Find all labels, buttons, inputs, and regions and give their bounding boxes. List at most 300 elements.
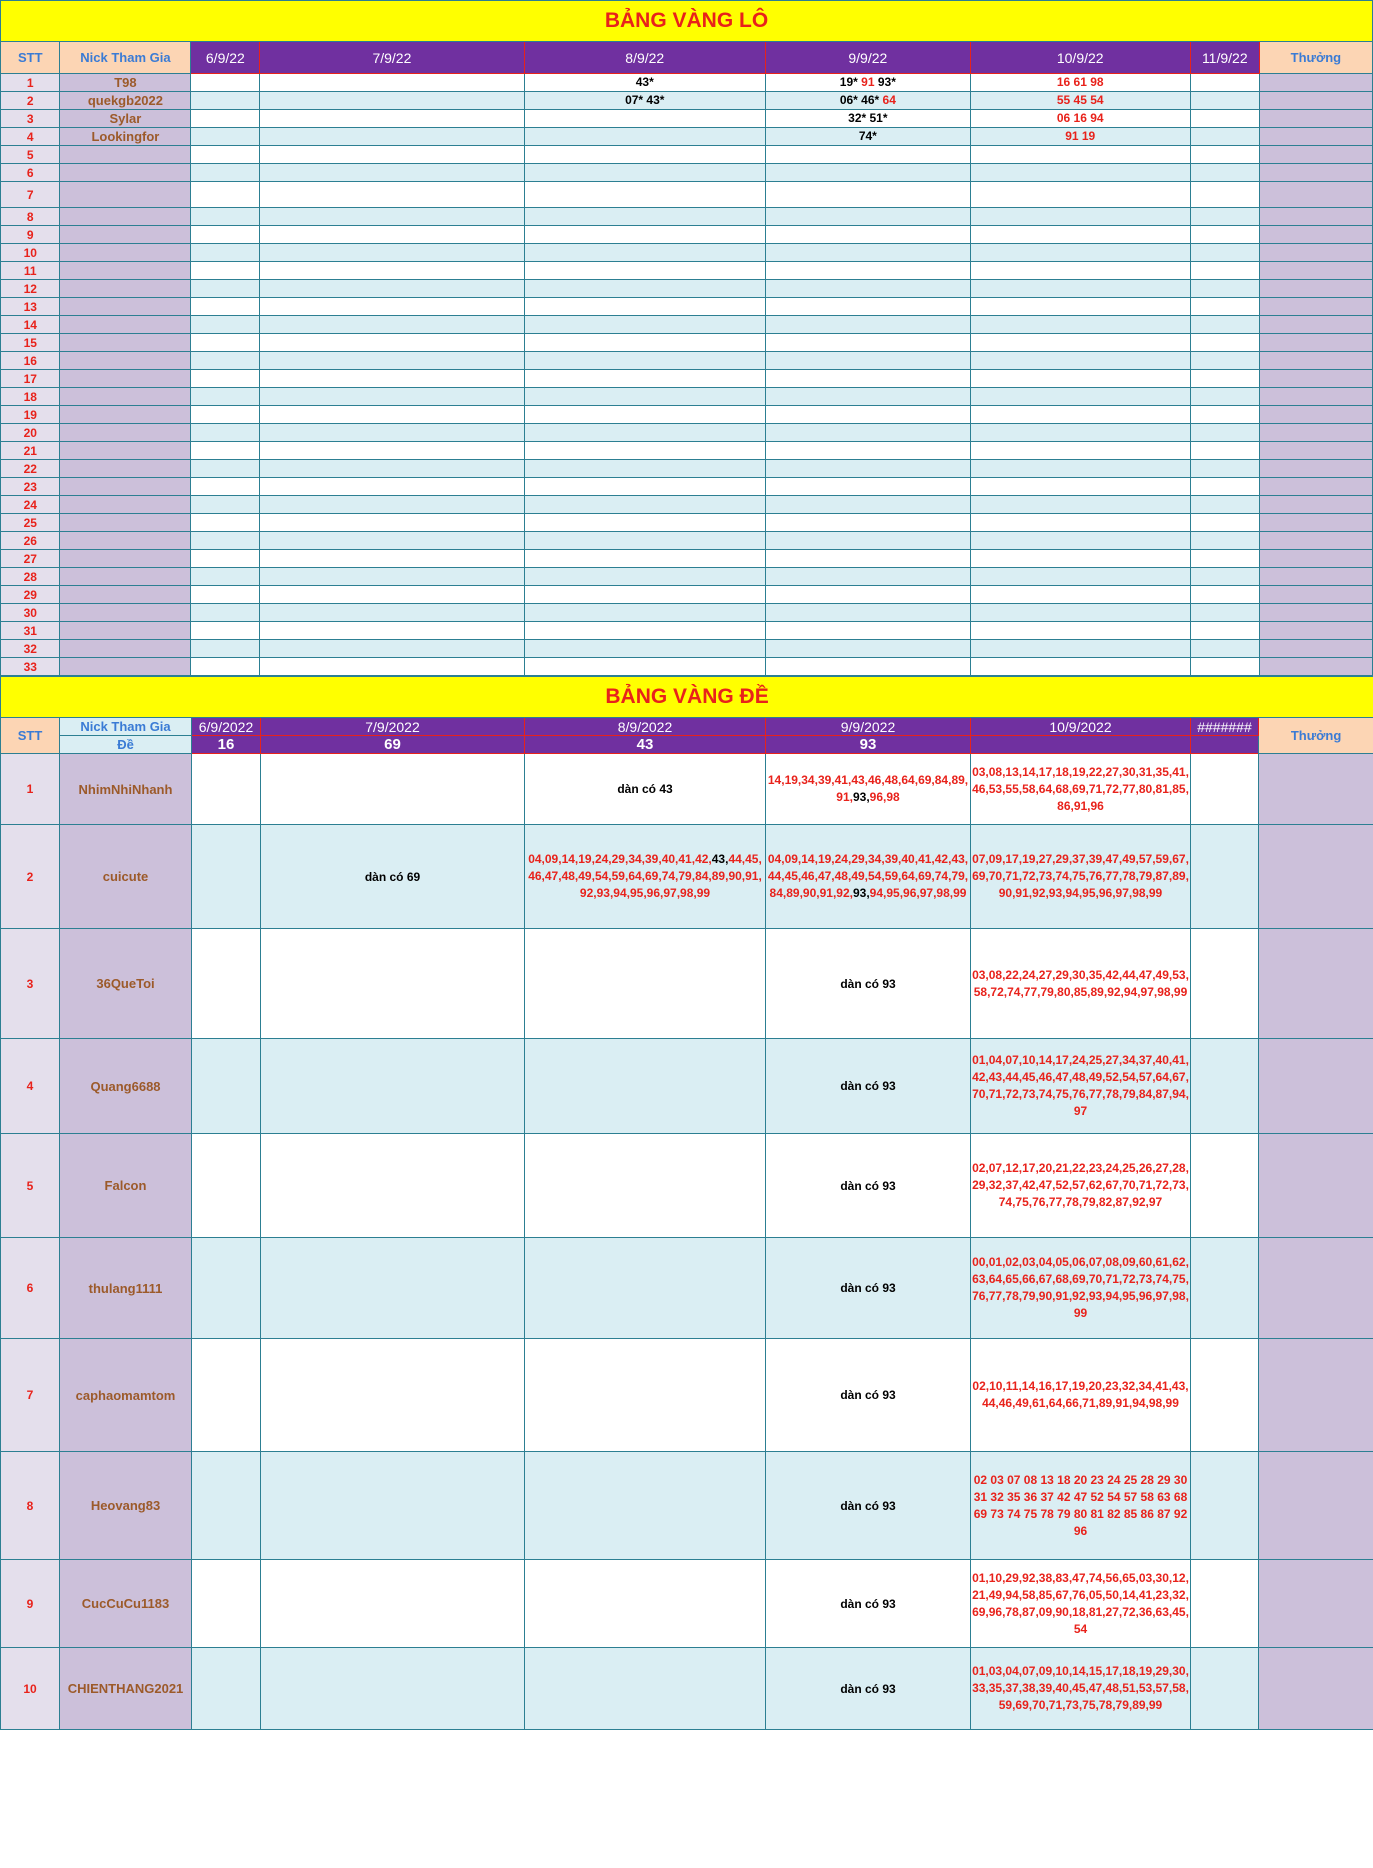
lo-cell <box>1190 586 1259 604</box>
de-cell <box>192 1238 261 1339</box>
lo-cell <box>260 262 524 280</box>
lo-cell <box>970 370 1190 388</box>
lo-cell <box>970 658 1190 676</box>
number: 39, <box>817 773 835 787</box>
de-cell <box>1191 825 1259 929</box>
lo-table-row <box>1 478 1373 496</box>
lo-stt-cell: 8 <box>1 208 60 226</box>
lo-cell <box>524 280 766 298</box>
lo-cell <box>524 442 766 460</box>
lo-cell: 16 61 98 <box>970 74 1190 92</box>
lo-cell <box>1190 658 1259 676</box>
number: 84, <box>934 773 952 787</box>
lo-cell <box>766 532 971 550</box>
lo-nick-cell <box>60 164 191 182</box>
de-reward-cell <box>1259 1560 1373 1648</box>
lo-reward-cell <box>1259 110 1372 128</box>
de-cell <box>261 1134 525 1238</box>
lo-cell <box>1190 550 1259 568</box>
lo-cell <box>1190 442 1259 460</box>
de-cell <box>525 1339 766 1452</box>
number: 97, <box>919 886 937 900</box>
lo-cell <box>191 406 260 424</box>
de-cell: 02,07,12,17,20,21,22,23,24,25,26,27,28,29,32,37,42,47,52,57,62,67,70,71,72,73,74,75,76,77,78,79,82,87,92,97 <box>971 1134 1191 1238</box>
lo-nick-cell <box>60 496 191 514</box>
lo-nick-cell <box>60 406 191 424</box>
de-reward-cell <box>1259 929 1373 1039</box>
number: 64, <box>901 773 919 787</box>
de-cell <box>192 929 261 1039</box>
lo-cell <box>766 208 971 226</box>
de-cell: dàn có 93 <box>766 929 971 1039</box>
lo-nick-cell <box>60 146 191 164</box>
lo-cell <box>970 352 1190 370</box>
lo-cell <box>191 622 260 640</box>
lo-stt-cell: 24 <box>1 496 60 514</box>
de-cell: dàn có 93 <box>766 1452 971 1560</box>
lo-cell <box>970 262 1190 280</box>
lo-cell <box>1190 496 1259 514</box>
lo-stt-cell: 25 <box>1 514 60 532</box>
lo-cell <box>766 586 971 604</box>
lo-pick: 06* 46* <box>839 93 880 107</box>
lo-cell <box>1190 182 1259 208</box>
lo-cell <box>1190 622 1259 640</box>
lo-cell <box>524 146 766 164</box>
lo-table-row <box>1 388 1373 406</box>
lo-cell <box>191 460 260 478</box>
number: 90, <box>802 886 820 900</box>
de-stt-cell: 1 <box>1 754 60 825</box>
lo-table-row <box>1 262 1373 280</box>
number: 14, <box>561 852 579 866</box>
lo-nick-cell <box>60 244 191 262</box>
number: 48, <box>561 869 579 883</box>
lo-cell <box>260 298 524 316</box>
lo-nick-cell <box>60 208 191 226</box>
de-cell <box>1191 929 1259 1039</box>
lo-cell: 06 16 94 <box>970 110 1190 128</box>
number: 24, <box>834 852 852 866</box>
lo-stt-cell: 16 <box>1 352 60 370</box>
lo-reward-cell <box>1259 182 1372 208</box>
lo-cell <box>260 604 524 622</box>
lo-cell <box>970 388 1190 406</box>
de-nick-cell: Heovang83 <box>60 1452 192 1560</box>
number: 74, <box>661 869 679 883</box>
lo-stt-cell: 5 <box>1 146 60 164</box>
lo-table-row <box>1 460 1373 478</box>
de-cell <box>192 1339 261 1452</box>
lo-stt-cell: 7 <box>1 182 60 208</box>
number: 19, <box>578 852 595 866</box>
lo-cell <box>191 244 260 262</box>
lo-cell <box>1190 164 1259 182</box>
lo-table-row <box>1 334 1373 352</box>
lo-stt-cell: 15 <box>1 334 60 352</box>
lo-cell <box>191 182 260 208</box>
de-stt-header: STT <box>1 718 60 754</box>
lo-cell <box>766 640 971 658</box>
lo-cell <box>260 280 524 298</box>
de-cell <box>525 1134 766 1238</box>
lo-reward-cell <box>1259 568 1372 586</box>
de-cell <box>192 825 261 929</box>
lo-cell <box>970 496 1190 514</box>
lo-table-row <box>1 604 1373 622</box>
de-cell <box>261 1452 525 1560</box>
number: 42, <box>934 852 952 866</box>
lo-reward-cell <box>1259 262 1372 280</box>
lo-cell <box>1190 352 1259 370</box>
lo-cell <box>524 478 766 496</box>
lo-nick-cell <box>60 388 191 406</box>
de-table <box>0 676 1373 1730</box>
number: 74, <box>934 869 952 883</box>
lo-reward-cell <box>1259 532 1372 550</box>
lo-stt-cell: 30 <box>1 604 60 622</box>
de-cell <box>525 1238 766 1339</box>
lo-nick-cell <box>60 262 191 280</box>
lo-nick-cell <box>60 424 191 442</box>
lo-cell <box>1190 128 1259 146</box>
lo-cell: 91 19 <box>970 128 1190 146</box>
lo-cell <box>524 568 766 586</box>
number: 19, <box>817 852 835 866</box>
lo-stt-cell: 17 <box>1 370 60 388</box>
lo-cell <box>191 110 260 128</box>
lo-reward-cell <box>1259 226 1372 244</box>
lo-cell <box>260 164 524 182</box>
number: 69, <box>918 773 935 787</box>
de-table-row <box>1 1039 1373 1134</box>
number: 41, <box>678 852 696 866</box>
lo-cell <box>260 110 524 128</box>
lo-cell <box>191 658 260 676</box>
lo-cell <box>524 370 766 388</box>
de-cell: 00,01,02,03,04,05,06,07,08,09,60,61,62,63,64,65,66,67,68,69,70,71,72,73,74,75,76,77,78,79,90,91,92,93,94,95,96,97,98,99 <box>971 1238 1191 1339</box>
de-cell <box>766 825 971 929</box>
lo-reward-cell <box>1259 514 1372 532</box>
lo-cell <box>260 226 524 244</box>
lo-cell <box>524 640 766 658</box>
lo-pick: 19* <box>839 75 858 89</box>
lo-stt-cell: 19 <box>1 406 60 424</box>
lo-stt-cell: 4 <box>1 128 60 146</box>
lo-cell <box>970 532 1190 550</box>
number: 04, <box>528 852 545 866</box>
lo-cell <box>260 388 524 406</box>
de-cell: 03,08,22,24,27,29,30,35,42,44,47,49,53,58,72,74,77,79,80,85,89,92,94,97,98,99 <box>971 929 1191 1039</box>
number: 95, <box>629 886 647 900</box>
de-cell <box>1191 1648 1259 1730</box>
lo-reward-cell <box>1259 334 1372 352</box>
de-stt-cell: 8 <box>1 1452 60 1560</box>
lo-reward-cell <box>1259 406 1372 424</box>
lo-cell <box>766 244 971 262</box>
lo-stt-cell: 21 <box>1 442 60 460</box>
lo-stt-cell: 20 <box>1 424 60 442</box>
lo-table-row <box>1 244 1373 262</box>
lo-cell <box>766 622 971 640</box>
lo-cell <box>524 110 766 128</box>
de-nick-cell: thulang1111 <box>60 1238 192 1339</box>
de-cell: dàn có 93 <box>766 1648 971 1730</box>
lo-table-row <box>1 316 1373 334</box>
lo-cell <box>260 568 524 586</box>
de-result-label: Đề <box>60 736 192 754</box>
lo-cell <box>191 640 260 658</box>
de-cell <box>261 1560 525 1648</box>
de-nick-cell: NhimNhiNhanh <box>60 754 192 825</box>
lo-table-row <box>1 424 1373 442</box>
lo-cell <box>260 514 524 532</box>
lo-cell <box>970 424 1190 442</box>
de-cell <box>192 1134 261 1238</box>
lo-cell <box>1190 92 1259 110</box>
de-reward-cell <box>1259 825 1373 929</box>
number: 97, <box>663 886 681 900</box>
number: 89, <box>711 869 729 883</box>
lo-cell <box>766 460 971 478</box>
number: 94, <box>869 886 887 900</box>
de-cell <box>766 754 971 825</box>
de-cell <box>525 1452 766 1560</box>
number: 34, <box>868 852 885 866</box>
lo-cell <box>191 208 260 226</box>
lo-nick-cell <box>60 280 191 298</box>
lo-cell <box>260 244 524 262</box>
de-date-header: ####### <box>1191 718 1259 736</box>
lo-nick-cell <box>60 460 191 478</box>
number: 04, <box>767 852 785 866</box>
lo-cell <box>1190 316 1259 334</box>
de-stt-cell: 5 <box>1 1134 60 1238</box>
lo-cell <box>970 298 1190 316</box>
lo-cell <box>524 388 766 406</box>
lo-date-header: 8/9/22 <box>524 42 766 74</box>
de-table-row <box>1 1238 1373 1339</box>
number: 48, <box>834 869 852 883</box>
de-cell <box>261 929 525 1039</box>
lo-reward-cell <box>1259 622 1372 640</box>
lo-stt-cell: 28 <box>1 568 60 586</box>
lo-cell <box>191 164 260 182</box>
de-title: BẢNG VÀNG ĐỀ <box>1 677 1373 718</box>
lo-cell <box>766 424 971 442</box>
lo-nick-cell <box>60 586 191 604</box>
lo-reward-cell <box>1259 92 1372 110</box>
number: 89, <box>951 773 969 787</box>
lo-cell <box>524 514 766 532</box>
lo-reward-cell <box>1259 244 1372 262</box>
lo-cell <box>1190 406 1259 424</box>
lo-cell <box>191 586 260 604</box>
winning-number: 93, <box>852 886 870 900</box>
de-table-row <box>1 1134 1373 1238</box>
lo-cell <box>524 352 766 370</box>
de-cell: 01,10,29,92,38,83,47,74,56,65,03,30,12,21,49,94,58,85,67,76,05,50,14,41,23,32,69,96,78,87,09,90,18,81,27,72,36,63,45,54 <box>971 1560 1191 1648</box>
number: 92, <box>836 886 853 900</box>
lo-cell <box>1190 298 1259 316</box>
lo-cell <box>191 298 260 316</box>
de-nick-cell: CucCuCu1183 <box>60 1560 192 1648</box>
lo-cell <box>191 604 260 622</box>
lo-cell <box>1190 74 1259 92</box>
number: 98 <box>886 790 900 804</box>
lo-cell <box>191 496 260 514</box>
de-cell <box>261 1339 525 1452</box>
lo-cell <box>260 586 524 604</box>
number: 34, <box>801 773 818 787</box>
lo-reward-cell <box>1259 460 1372 478</box>
lo-cell <box>191 226 260 244</box>
lo-cell <box>260 92 524 110</box>
lo-table-row <box>1 532 1373 550</box>
lo-cell <box>524 316 766 334</box>
de-cell <box>1191 1452 1259 1560</box>
lo-table-row <box>1 352 1373 370</box>
lo-cell <box>1190 568 1259 586</box>
lo-cell <box>766 658 971 676</box>
lo-cell <box>524 128 766 146</box>
de-reward-cell <box>1259 1134 1373 1238</box>
lo-cell <box>766 514 971 532</box>
lo-cell <box>1190 146 1259 164</box>
lo-cell <box>524 262 766 280</box>
lo-cell <box>260 622 524 640</box>
de-cell <box>1191 1339 1259 1452</box>
number: 45, <box>745 852 762 866</box>
number: 93, <box>596 886 614 900</box>
lo-cell <box>260 334 524 352</box>
de-stt-cell: 9 <box>1 1560 60 1648</box>
lo-cell <box>260 460 524 478</box>
lo-cell <box>260 424 524 442</box>
lo-cell <box>1190 640 1259 658</box>
lo-cell <box>1190 226 1259 244</box>
lo-stt-cell: 11 <box>1 262 60 280</box>
de-cell <box>261 1238 525 1339</box>
lo-date-header: 10/9/22 <box>970 42 1190 74</box>
lo-reward-cell <box>1259 208 1372 226</box>
lo-cell <box>970 622 1190 640</box>
lo-cell <box>1190 280 1259 298</box>
de-nick-cell: Quang6688 <box>60 1039 192 1134</box>
number: 09, <box>784 852 802 866</box>
de-cell <box>1191 1238 1259 1339</box>
de-table-row <box>1 825 1373 929</box>
lo-reward-cell <box>1259 128 1372 146</box>
lo-empty-rows <box>1 146 1373 676</box>
lo-cell <box>191 532 260 550</box>
number: 84, <box>769 886 787 900</box>
lo-cell <box>766 74 971 92</box>
de-cell <box>192 1560 261 1648</box>
number: 43, <box>851 773 868 787</box>
lo-cell <box>524 182 766 208</box>
number: 95, <box>886 886 904 900</box>
de-cell <box>192 1452 261 1560</box>
lo-cell <box>766 316 971 334</box>
lo-cell <box>191 424 260 442</box>
de-cell: dàn có 43 <box>525 754 766 825</box>
lo-cell <box>260 442 524 460</box>
de-stt-cell: 6 <box>1 1238 60 1339</box>
lo-stt-cell: 12 <box>1 280 60 298</box>
de-cell <box>1191 1560 1259 1648</box>
de-stt-cell: 10 <box>1 1648 60 1730</box>
lo-table-row <box>1 298 1373 316</box>
lo-pick: 93* <box>877 75 896 89</box>
de-cell <box>261 754 525 825</box>
number: 49, <box>851 869 868 883</box>
de-table-row <box>1 1339 1373 1452</box>
lo-cell <box>260 640 524 658</box>
lo-stt-cell: 2 <box>1 92 60 110</box>
lo-nick-cell <box>60 370 191 388</box>
number: 43, <box>951 852 969 866</box>
lo-cell <box>524 604 766 622</box>
lo-cell <box>766 352 971 370</box>
number: 59, <box>611 869 629 883</box>
lo-cell <box>260 406 524 424</box>
lo-table-row <box>1 586 1373 604</box>
de-reward-cell <box>1259 754 1373 825</box>
number: 91, <box>819 886 837 900</box>
lo-reward-cell <box>1259 604 1372 622</box>
lo-cell <box>524 586 766 604</box>
lo-nick-cell <box>60 658 191 676</box>
lo-cell <box>524 424 766 442</box>
lo-nick-cell: quekgb2022 <box>60 92 191 110</box>
number: 64, <box>901 869 919 883</box>
lo-nick-cell <box>60 316 191 334</box>
lo-stt-header: STT <box>1 42 60 74</box>
number: 14, <box>801 852 818 866</box>
number: 99 <box>953 886 967 900</box>
lo-cell <box>524 658 766 676</box>
lo-cell <box>191 370 260 388</box>
de-stt-cell: 4 <box>1 1039 60 1134</box>
de-cell <box>525 929 766 1039</box>
number: 46, <box>868 773 885 787</box>
de-table-row <box>1 1560 1373 1648</box>
number: 44, <box>767 869 785 883</box>
lo-nick-cell <box>60 478 191 496</box>
lo-nick-cell <box>60 226 191 244</box>
lo-cell <box>260 208 524 226</box>
number: 54, <box>868 869 885 883</box>
lo-cell <box>766 146 971 164</box>
lo-reward-cell <box>1259 74 1372 92</box>
lo-cell <box>766 568 971 586</box>
de-cell <box>261 1039 525 1134</box>
de-nick-cell: Falcon <box>60 1134 192 1238</box>
de-reward-cell <box>1259 1039 1373 1134</box>
lo-cell <box>970 514 1190 532</box>
lo-cell <box>260 550 524 568</box>
lo-reward-cell <box>1259 316 1372 334</box>
lo-reward-cell <box>1259 280 1372 298</box>
lo-reward-cell <box>1259 370 1372 388</box>
number: 14, <box>767 773 785 787</box>
lo-nick-cell <box>60 622 191 640</box>
lo-cell <box>766 604 971 622</box>
de-result-cell: 93 <box>766 736 971 754</box>
lo-nick-cell: Sylar <box>60 110 191 128</box>
lo-cell <box>970 604 1190 622</box>
